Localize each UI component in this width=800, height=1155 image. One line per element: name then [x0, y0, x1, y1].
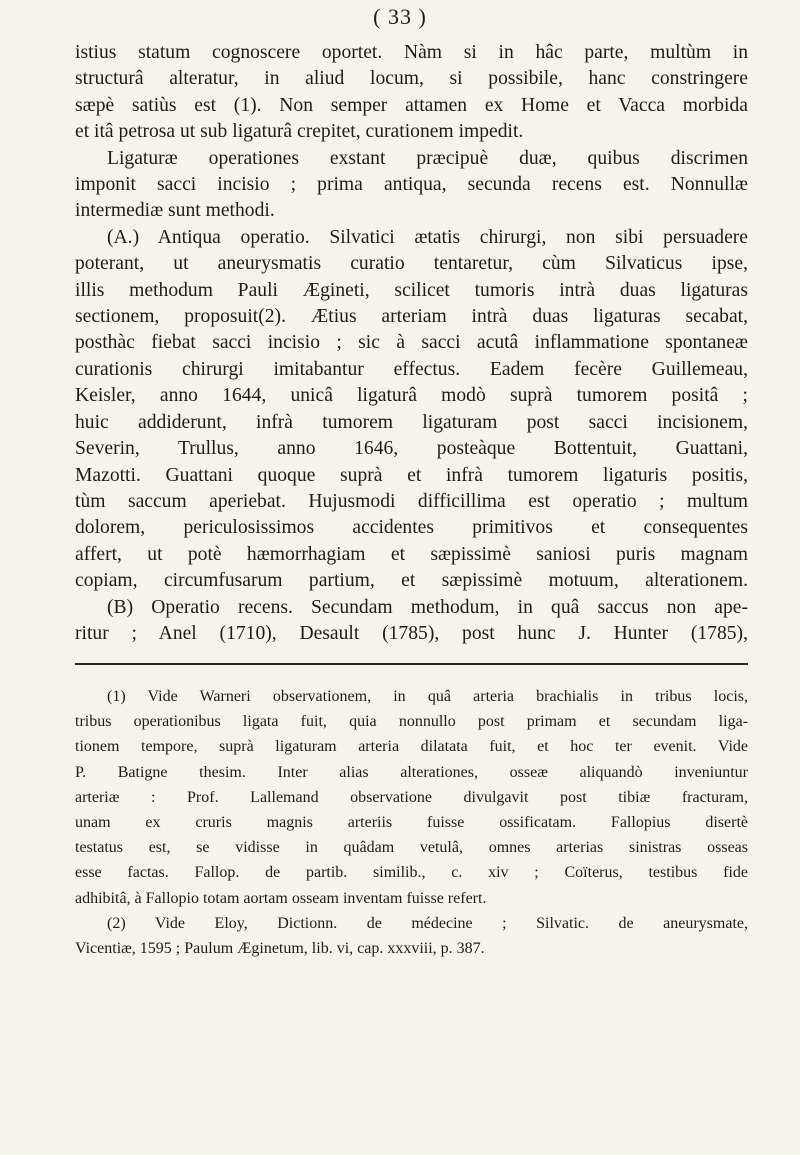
footnote-divider: [75, 663, 748, 665]
text-line: (A.) Antiqua operatio. Silvatici ætatis chirurgi, non sibi persuadere: [107, 226, 748, 248]
text-line: (B) Operatio recens. Secundam methodum, in quâ saccus non ape-: [107, 596, 748, 618]
text-line: et itâ petrosa ut sub ligaturâ crepitet, curationem impedit.: [75, 121, 524, 143]
text-line: curationis chirurgi imitabantur effectus. Eadem fecère Guillemeau,: [75, 358, 748, 380]
main-text-block: [75, 40, 748, 647]
text-line: imponit sacci incisio ; prima antiqua, secunda recens est. Nonnullæ: [75, 174, 748, 196]
footnote-line: tribus operationibus ligata fuit, quia nonnullo post primam et secundam liga-: [75, 713, 748, 731]
footnote-line: testatus est, se vidisse in quâdam vetulâ, omnes arterias sinistras osseas: [75, 839, 748, 857]
text-line: dolorem, periculosissimos accidentes primitivos et consequentes: [75, 517, 748, 539]
text-line: copiam, circumfusarum partium, et sæpissimè motuum, alterationem.: [75, 570, 748, 592]
text-line: structurâ alteratur, in aliud locum, si possibile, hanc constringere: [75, 68, 748, 90]
text-line: Keisler, anno 1644, unicâ ligaturâ modò suprà tumorem positâ ;: [75, 385, 748, 407]
page-number: ( 33 ): [373, 4, 427, 29]
text-line: huic addiderunt, infrà tumorem ligaturam post sacci incisionem,: [75, 411, 748, 433]
footnotes-block: [75, 684, 748, 961]
footnote-line: unam ex cruris magnis arteriis fuisse ossificatam. Fallopius disertè: [75, 814, 748, 832]
footnote-line: Vicentiæ, 1595 ; Paulum Æginetum, lib. vi, cap. xxxviii, p. 387.: [75, 940, 485, 958]
text-line: istius statum cognoscere oportet. Nàm si in hâc parte, multùm in: [75, 42, 748, 63]
footnote-line: adhibitâ, à Fallopio totam aortam osseam inventam fuisse refert.: [75, 889, 487, 907]
footnote-line: P. Batigne thesim. Inter alias alterationes, osseæ aliquandò inveniuntur: [75, 763, 748, 781]
footnote-line: esse factas. Fallop. de partib. similib., c. xiv ; Coïterus, testibus fide: [75, 864, 748, 882]
footnote-line: (2) Vide Eloy, Dictionn. de médecine ; Silvatic. de aneurysmate,: [107, 914, 748, 932]
text-line: Mazotti. Guattani quoque suprà et infrà tumorem ligaturis positis,: [75, 464, 748, 486]
text-line: sectionem, proposuit(2). Ætius arteriam intrà duas ligaturas secabat,: [75, 306, 748, 328]
text-line: posthàc fiebat sacci incisio ; sic à sacci acutâ inflammatione spontaneæ: [75, 332, 748, 354]
text-line: poterant, ut aneurysmatis curatio tentaretur, cùm Silvaticus ipse,: [75, 253, 748, 275]
footnote-line: arteriæ : Prof. Lallemand observatione divulgavit post tibiæ fracturam,: [75, 788, 748, 806]
text-line: ritur ; Anel (1710), Desault (1785), post hunc J. Hunter (1785),: [75, 622, 748, 644]
text-line: affert, ut potè hæmorrhagiam et sæpissimè saniosi puris magnam: [75, 543, 748, 565]
text-line: intermediæ sunt methodi.: [75, 200, 275, 222]
text-line: Severin, Trullus, anno 1646, posteàque Bottentuit, Guattani,: [75, 438, 748, 460]
footnote-line: (1) Vide Warneri observationem, in quâ arteria brachialis in tribus locis,: [107, 688, 748, 705]
footnote-line: tionem tempore, suprà ligaturam arteria dilatata fuit, et hoc ter evenit. Vide: [75, 738, 748, 756]
text-line: Ligaturæ operationes exstant præcipuè duæ, quibus discrimen: [107, 147, 748, 169]
text-line: illis methodum Pauli Ægineti, scilicet tumoris intrà duas ligaturas: [75, 279, 748, 301]
text-line: tùm saccum aperiebat. Hujusmodi difficillima est operatio ; multum: [75, 490, 748, 512]
text-line: sæpè satiùs est (1). Non semper attamen ex Home et Vacca morbida: [75, 94, 748, 116]
